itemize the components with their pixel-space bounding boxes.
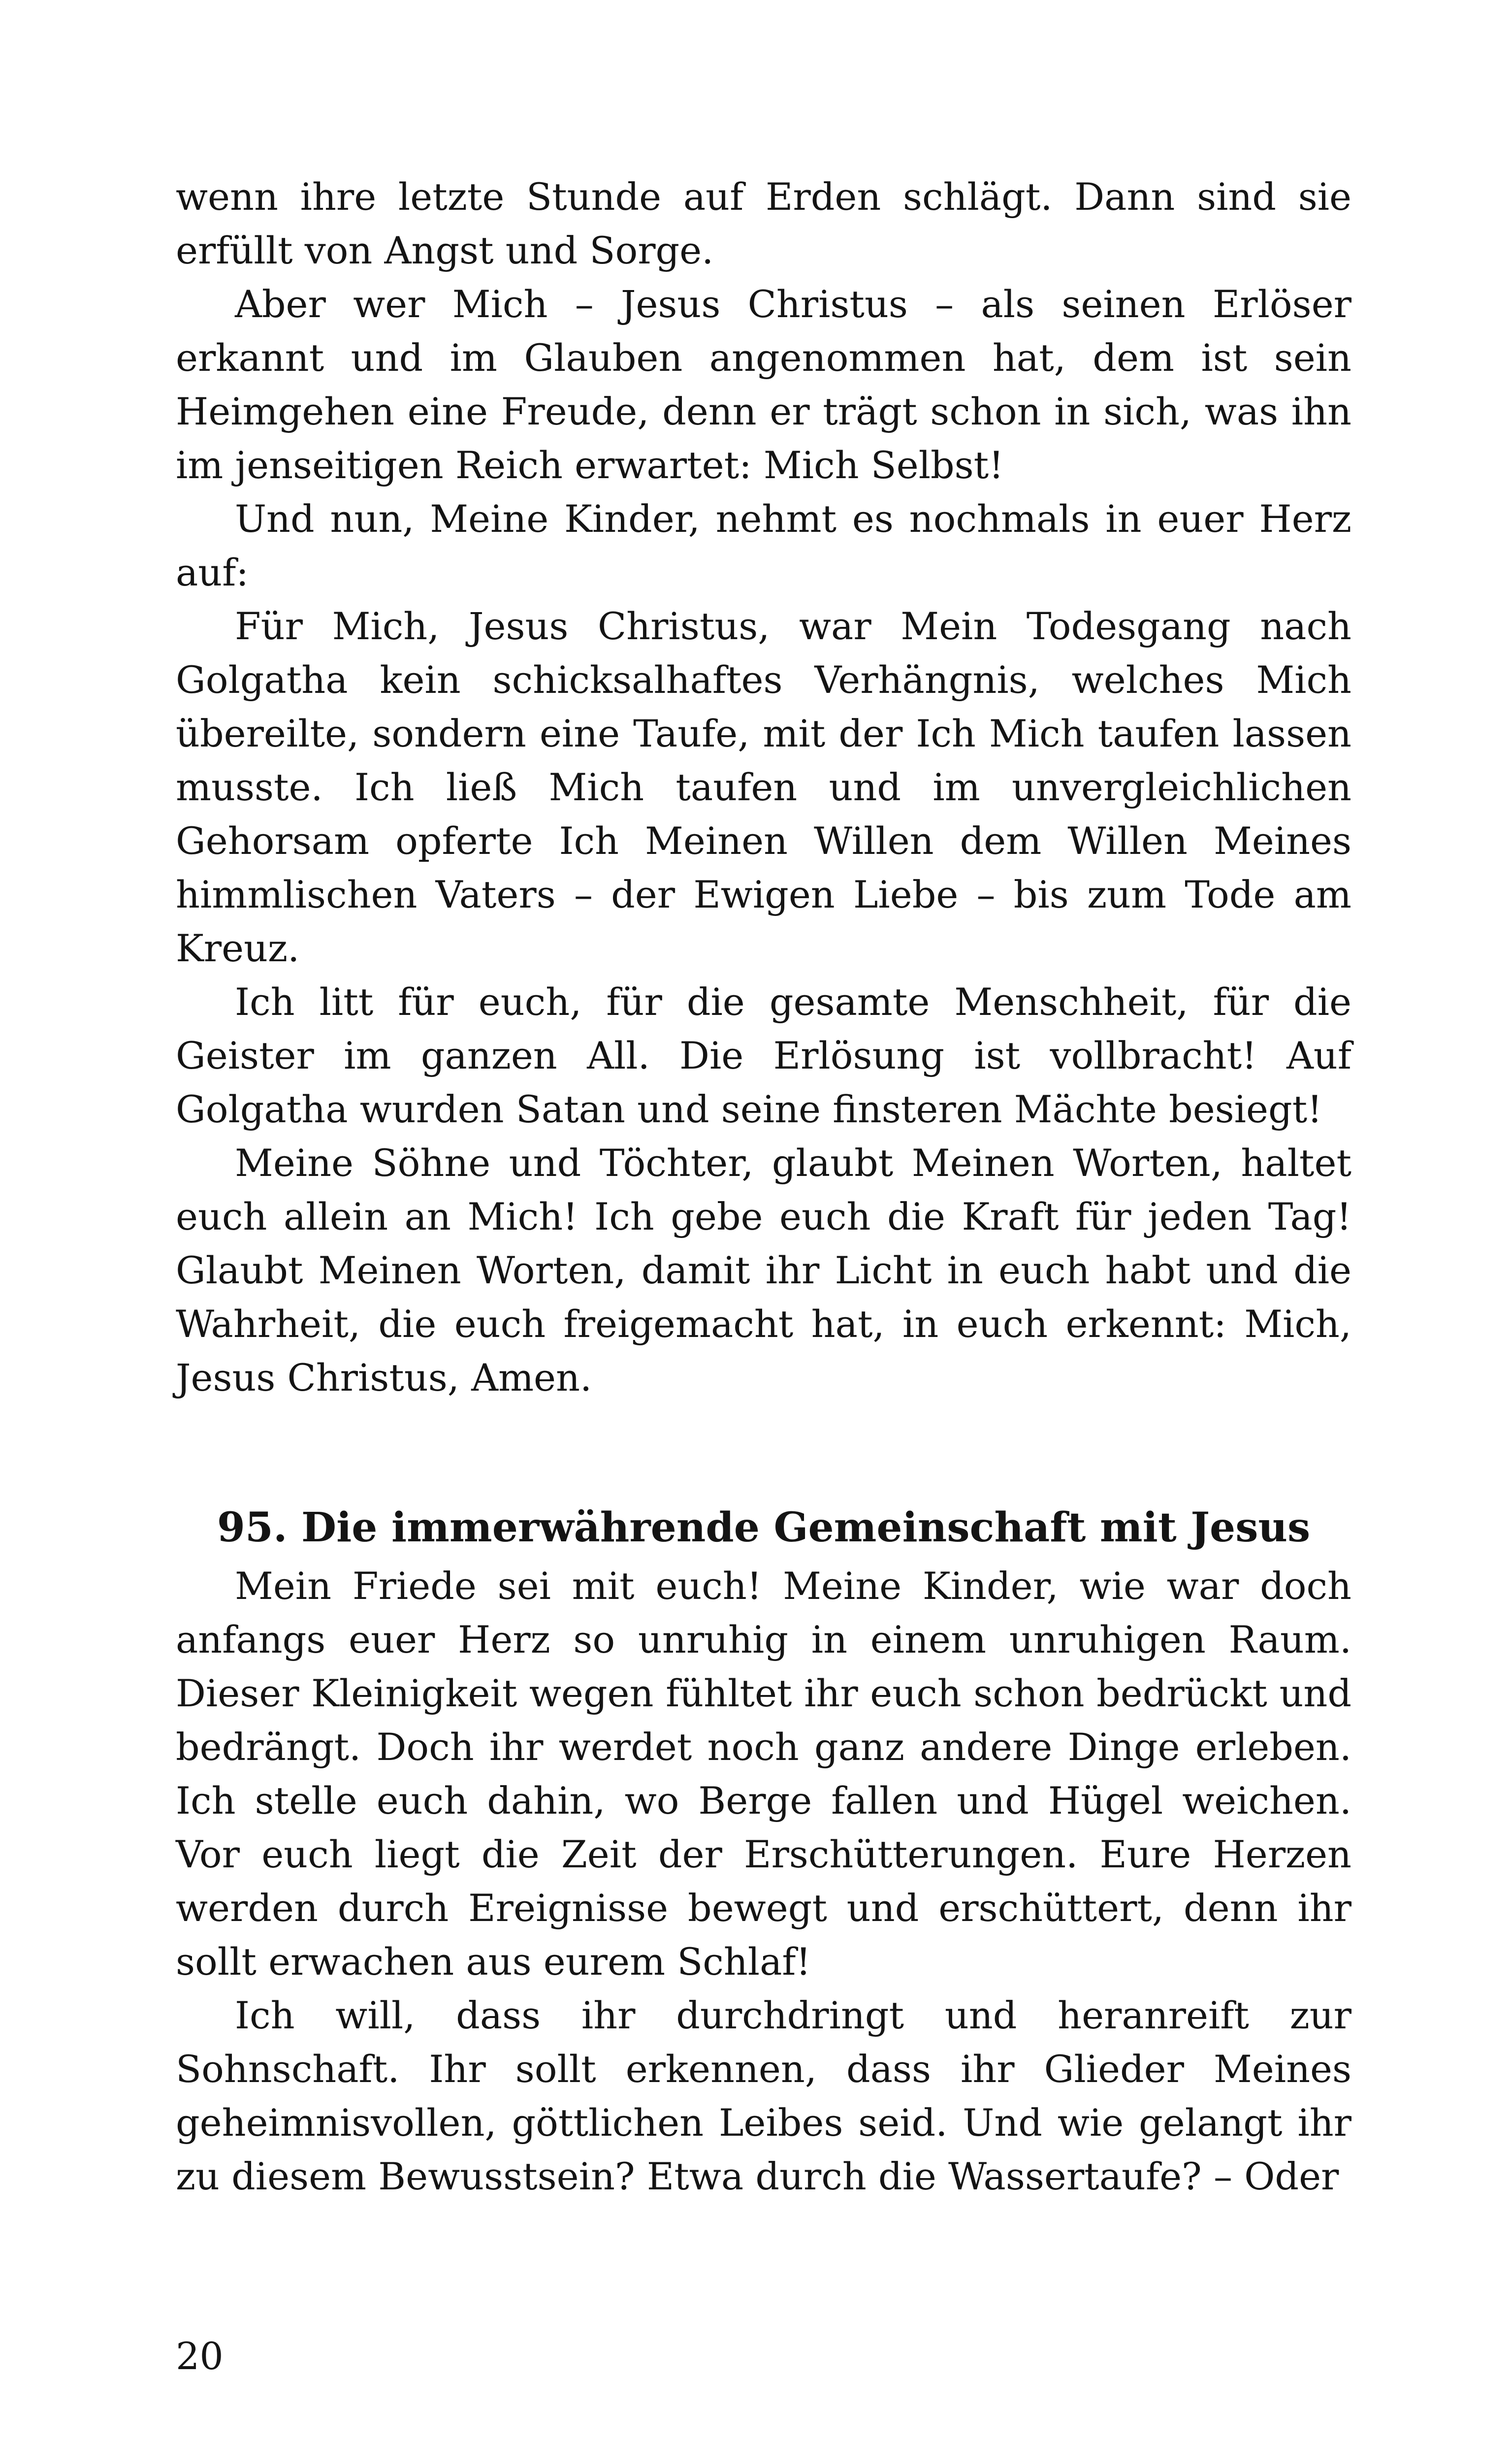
paragraph: wenn ihre letzte Stunde auf Erden schlägt. Dann sind sie erfüllt von Angst und Sorge. [176, 175, 1351, 272]
paragraph: Aber wer Mich – Jesus Christus – als seinen Erlöser erkannt und im Glauben angenommen hat, dem ist sein Heimgehen eine Freude, denn er trägt schon in sich, was ihn im jenseitigen Reich erwartet: Mich Selbst! [176, 282, 1351, 487]
paragraph: Mein Friede sei mit euch! Meine Kinder, wie war doch anfangs euer Herz so unruhig in einem unruhigen Raum. Dieser Kleinigkeit wegen fühltet ihr euch schon bedrückt und bedrängt. Doch ihr werdet noch ganz andere Dinge erleben. Ich stelle euch dahin, wo Berge fallen und Hügel weichen. Vor euch liegt die Zeit der Erschütterungen. Eure Herzen werden durch Ereignisse bewegt und erschüttert, denn ihr sollt erwachen aus eurem Schlaf! [176, 1564, 1351, 1984]
paragraph: Meine Söhne und Töchter, glaubt Meinen Worten, haltet euch allein an Mich! Ich gebe euch die Kraft für jeden Tag! Glaubt Meinen Worten, damit ihr Licht in euch habt und die Wahrheit, die euch freigemacht hat, in euch erkennt: Mich, Jesus Christus, Amen. [176, 1141, 1351, 1400]
paragraph: Ich litt für euch, für die gesamte Menschheit, für die Geister im ganzen All. Die Erlösung ist vollbracht! Auf Golgatha wurden Satan und seine finsteren Mächte besiegt! [176, 980, 1351, 1131]
paragraph: Für Mich, Jesus Christus, war Mein Todesgang nach Golgatha kein schicksalhaftes Verhängnis, welches Mich übereilte, sondern eine Taufe, mit der Ich Mich taufen lassen musste. Ich ließ Mich taufen und im unvergleichlichen Gehorsam opferte Ich Meinen Willen dem Willen Meines himmlischen Vaters – der Ewigen Liebe – bis zum Tode am Kreuz. [176, 604, 1351, 970]
paragraph: Ich will, dass ihr durchdringt und heranreift zur Sohnschaft. Ihr sollt erkennen, dass ihr Glieder Meines geheimnisvollen, göttlichen Leibes seid. Und wie gelangt ihr zu diesem Bewusstsein? Etwa durch die Wassertaufe? – Oder [176, 1993, 1351, 2198]
paragraph: Und nun, Meine Kinder, nehmt es nochmals in euer Herz auf: [176, 497, 1351, 594]
page-number: 20 [176, 2334, 224, 2378]
page-body [176, 170, 1351, 2203]
section-heading: 95. Die immerwährende Gemeinschaft mit Jesus [217, 1504, 1311, 1551]
